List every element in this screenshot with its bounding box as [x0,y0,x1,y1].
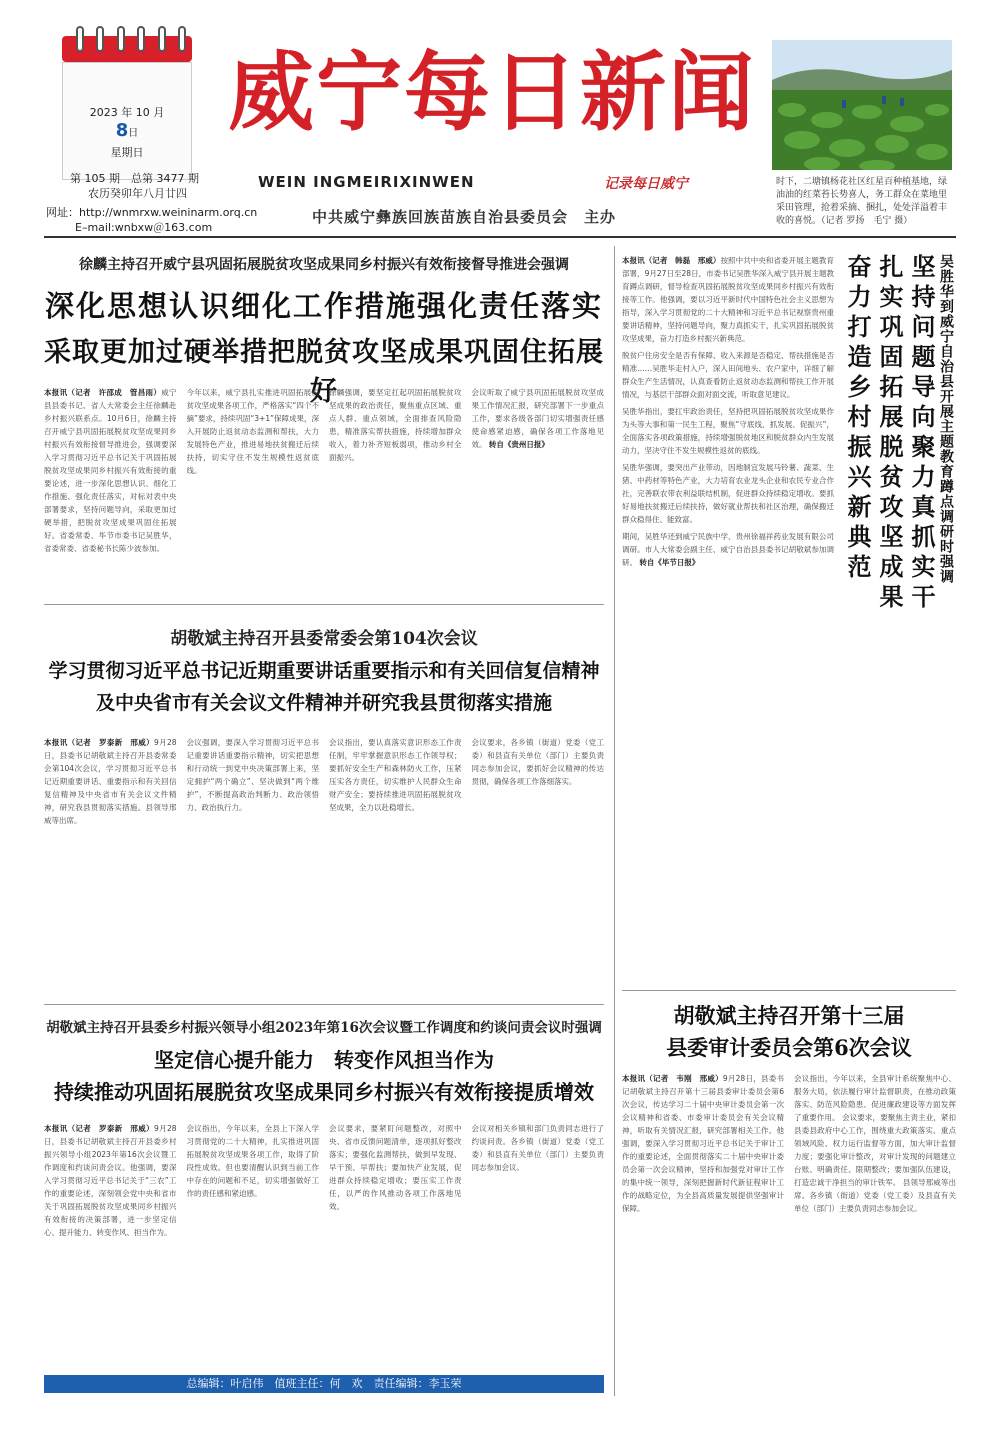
masthead-photo [772,40,952,170]
date-year-month: 2023 年 10 月 [89,106,165,119]
calendar-graphic [62,36,192,186]
article5-headline-2: 县委审计委员会第6次会议 [666,1035,912,1060]
article1-headline-1: 深化思想认识细化工作措施强化责任落实 [44,289,603,323]
article5-headline-1: 胡敬斌主持召开第十三届 [673,1003,905,1028]
article2-headline-2: 及中央省市有关会议文件精神并研究我县贯彻落实措施 [95,692,552,714]
calendar-rings [76,26,186,52]
article3-headline-2: 持续推动巩固拓展脱贫攻坚成果同乡村振兴有效衔接提质增效 [54,1080,594,1104]
article1-kicker: 徐麟主持召开威宁县巩固拓展脱贫攻坚成果同乡村振兴有效衔接督导推进会强调 [79,257,569,273]
article4-body: 本报讯（记者 韩磊 邢威）按照中共中央和省委开展主题教育部署，9月27日至28日，市委书记吴胜华深入威宁县开展主题教育蹲点调研，督导检查巩固拓展脱贫攻坚成果同乡村振兴有效衔接等工作。他强调，要以习近平新时代中国特色社会主义思想为指导，深入学习贯彻党的二十大精神和习近平总书记视察贵州重要讲话精神，坚持问题导向，聚力真抓实干，扎实巩固拓展脱贫攻坚成果，奋力打造乡村振兴新典范。 脱贫户住房安全是否有保障、收入来源是否稳定、帮扶措施是否精准……吴胜华走村入户，深入田间地头、农户家中，详细了解群众生产生活情况，认真查看防止返贫动态监测和帮扶工作开展情况，与基层干部群众面对面交流，听取意见建议。 吴胜华指出，要扛牢政治责任，坚持把巩固拓展脱贫攻坚成果作为头等大事和第一民生工程，聚焦“守底线、抓发展、促振兴”，全面落实各项政策措施，持续增强脱贫地区和脱贫群众内生发展动力，坚决守住不发生规模性返贫的底线。 吴胜华强调，要突出产业带动，因地制宜发展马铃薯、蔬菜、生猪、中药材等特色产业，大力培育农业龙头企业和农民专业合作社，完善联农带农利益联结机制，促进群众持续稳定增收。要抓好易地扶贫搬迁后续扶持，做好就业帮扶和社区治理，确保搬迁群众稳得住、能致富。 期间，吴胜华还到威宁民族中学、贵州徐福祥药业发展有限公司调研。市人大常委会副主任、威宁自治县县委书记胡敬斌参加调研。 转自《毕节日报》 [622,256,834,567]
article3-body: 本报讯（记者 罗泰新 邢威）9月28日，县委书记胡敬斌主持召开县委乡村振兴领导小组2023年第16次会议暨工作调度和约谈问责会议。他强调，要深入学习贯彻习近平总书记关于“三农”工作的重要论述，深刻领会党中央和省市关于巩固拓展脱贫攻坚成果同乡村振兴有效衔接的决策部署，进一步坚定信心、提升能力、转变作风、担当作为。 会议指出，今年以来，全县上下深入学习贯彻党的二十大精神，扎实推进巩固拓展脱贫攻坚成果各项工作，取得了阶段性成效。但也要清醒认识到当前工作中存在的问题和不足，切实增强做好工作的责任感和紧迫感。 会议要求，要紧盯问题整改，对照中央、省市反馈问题清单，逐项抓好整改落实；要强化监测帮扶，做到早发现、早干预、早帮扶；要加快产业发展，促进群众持续稳定增收；要压实工作责任，以严的作风推动各项工作落地见效。 会议对相关乡镇和部门负责同志进行了约谈问责。各乡镇（街道）党委（党工委）和县直有关单位（部门）主要负责同志参加会议。 [44,1124,604,1237]
sponsor-line: 中共威宁彝族回族苗族自治县委员会 主办 [312,208,617,226]
article4-headline-3: 奋力打造乡村振兴新典范 [843,254,872,584]
article2-headline-1: 学习贯彻习近平总书记近期重要讲话重要指示和有关回信复信精神 [48,660,600,682]
article3-kicker: 胡敬斌主持召开县委乡村振兴领导小组2023年第16次会议暨工作调度和约谈问责会议时强调 [46,1020,602,1036]
section-divider [622,990,956,991]
column-divider [614,246,615,1396]
newspaper-title: 威宁每日新闻 [228,42,756,143]
article1-source: 转自《贵州日报》 [488,440,549,449]
article4-headline-1: 坚持问题导向聚力真抓实干 [907,254,936,614]
article4-headline-2: 扎实巩固拓展脱贫攻坚成果 [875,254,904,614]
section-divider [44,604,604,605]
section-divider [44,1004,604,1005]
issue-number: 第 105 期 总第 3477 期 [70,172,199,185]
newspaper-pinyin: WEIN INGMEIRIXINWEN [258,173,475,191]
date-day: 8日 [115,120,139,141]
website-link[interactable]: 网址：http://wnmrxw.weininarm.orq.cn [46,206,258,219]
email-link[interactable]: E–mail:wnbxw＠163.com [75,221,213,234]
article5-body: 本报讯（记者 韦刚 邢威）9月28日，县委书记胡敬斌主持召开第十三届县委审计委员会第6次会议，传达学习二十届中央审计委员会第一次会议精神和省委、市委审计委员会有关会议精神，听取有关情况汇报，研究部署相关工作。他强调，要深入学习贯彻习近平总书记关于审计工作的重要论述，全面贯彻落实二十届中央审计委员会第一次会议精神，坚持和加强党对审计工作的集中统一领导，深刻把握新时代新征程审计工作的战略定位，为全县高质量发展提供坚强审计保障。 会议指出，今年以来，全县审计系统聚焦中心、服务大局，依法履行审计监督职责，在推动政策落实、防范风险隐患、促进廉政建设等方面发挥了重要作用。 会议要求，要聚焦主责主业，紧扣县委县政府中心工作，围绕重大政策落实、重点领域风险、权力运行监督等方面，加大审计监督力度；要强化审计整改，对审计发现的问题建立台账、明确责任、限期整改；要加强队伍建设，打造忠诚干净担当的审计铁军。 县领导邢威等出席。各乡镇（街道）党委（党工委）及县直有关单位（部门）主要负责同志参加会议。 [622,1074,956,1213]
article1-headline-2: 采取更加过硬举措把脱贫攻坚成果巩固住拓展好 [44,337,604,407]
lunar-date: 农历癸卯年八月廿四 [88,187,187,200]
newspaper-slogan: 记录每日威宁 [604,176,688,192]
article2-kicker: 胡敬斌主持召开县委常委会第104次会议 [170,629,478,649]
masthead-divider [44,236,956,238]
article2-body: 本报讯（记者 罗泰新 邢威）9月28日，县委书记胡敬斌主持召开县委常委会第104次会议，学习贯彻习近平总书记近期重要讲话、重要指示和有关回信复信精神及中央省市有关会议文件精神，研究我县贯彻落实措施。县领导邢威等出席。 会议强调，要深入学习贯彻习近平总书记重要讲话重要指示精神，切实把思想和行动统一到党中央决策部署上来，坚定拥护“两个确立”、坚决做到“两个维护”，不断提高政治判断力、政治领悟力、政治执行力。 会议指出，要认真落实意识形态工作责任制，牢牢掌握意识形态工作领导权；要抓好安全生产和森林防火工作，压紧压实各方责任，切实维护人民群众生命财产安全；要持续推进巩固拓展脱贫攻坚成果，全力以赴稳增长。 会议要求，各乡镇（街道）党委（党工委）和县直有关单位（部门）主要负责同志参加会议，要抓好会议精神的传达贯彻，确保各项工作落细落实。 [44,738,604,825]
article4-kicker: 吴胜华到威宁自治县开展主题教育蹲点调研时强调 [938,254,954,584]
article4-source: 转自《毕节日报》 [639,558,700,567]
article3-headline-1: 坚定信心提升能力 转变作风担当作为 [154,1048,494,1072]
editor-credits: 总编辑：叶启伟 值班主任：何 欢 责任编辑：李玉荣 [44,1375,604,1393]
date-weekday: 星期日 [110,146,144,159]
article1-body: 本报讯（记者 许邵成 管昌雨）威宁县县委书记、省人大常委会主任徐麟赴乡村振兴联系点。10月6日，徐麟主持召开威宁县巩固拓展脱贫攻坚成果同乡村振兴有效衔接督导推进会，强调要深入学习贯彻习近平总书记关于巩固拓展脱贫攻坚成果同乡村振兴有效衔接的重要论述，进一步深化思想认识、细化工作措施、强化责任落实，对标对表中央部署要求，坚持问题导向，采取更加过硬举措，把脱贫攻坚成果巩固住拓展好。省委常委、毕节市委书记吴胜华，省委常委、省委秘书长陈少波参加。 今年以来，威宁县扎实推进巩固拓展脱贫攻坚成果各项工作，严格落实“四个不摘”要求，持续巩固“3+1”保障成果，深入开展防止返贫动态监测和帮扶，大力发展特色产业，推进易地扶贫搬迁后续扶持，切实守住不发生规模性返贫底线。 徐麟强调，要坚定扛起巩固拓展脱贫攻坚成果的政治责任，聚焦重点区域、重点人群、重点领域，全面排查风险隐患，精准落实帮扶措施，持续增加群众收入，着力补齐短板弱项，推动乡村全面振兴。 会议听取了威宁县巩固拓展脱贫攻坚成果工作情况汇报，研究部署下一步重点工作，要求各级各部门切实增强责任感使命感紧迫感，确保各项工作落地见效。 转自《贵州日报》 [44,388,604,553]
photo-caption: 时下，二塘镇杨花社区红星百种植基地，绿油油的红菜苔长势喜人，务工群众在菜地里采田管理，抢着采摘、捆扎，处处洋溢着丰收的喜悦。（记者 罗扬 毛宁 摄） [776,177,948,226]
